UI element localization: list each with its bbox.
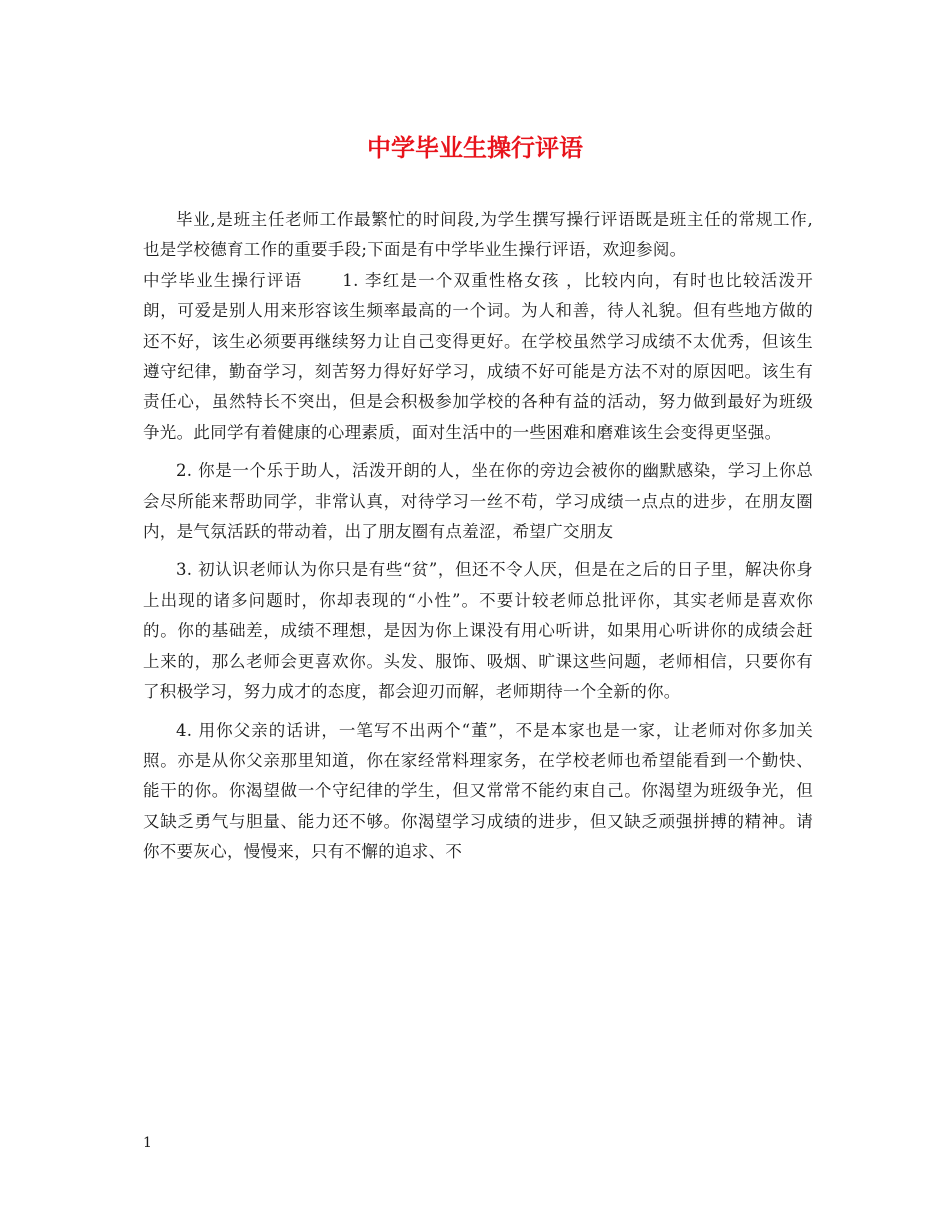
- comment-item-1: 1. 李红是一个双重性格女孩 ，比较内向，有时也比较活泼开朗，可爱是别人用来形容该生频率最高的一个词。为人和善，待人礼貌。但有些地方做的还不好，该生必须要再继续努力让自己变得更好。在学校虽然学习成绩不太优秀，但该生遵守纪律，勤奋学习，刻苦努力得好好学习，成绩不好可能是方法不对的原因吧。该生有责任心，虽然特长不突出，但是会积极参加学校的各种有益的活动，努力做到最好为班级争光。此同学有着健康的心理素质，面对生活中的一些困难和磨难该生会变得更坚强。: [143, 270, 813, 442]
- page-number: 1: [143, 1135, 152, 1151]
- section-label: 中学毕业生操行评语: [143, 270, 303, 290]
- comment-item-3: 3. 初认识老师认为你只是有些“贫”，但还不令人厌，但是在之后的日子里，解决你身上出现的诸多问题时，你却表现的“小性”。不要计较老师总批评你，其实老师是喜欢你的。你的基础差，成绩不理想，是因为你上课没有用心听讲，如果用心听讲你的成绩会赶上来的，那么老师会更喜欢你。头发、服饰、吸烟、旷课这些问题，老师相信，只要你有了积极学习，努力成才的态度，都会迎刃而解，老师期待一个全新的你。: [143, 560, 813, 702]
- comment-item-4: 4. 用你父亲的话讲，一笔写不出两个“董”，不是本家也是一家，让老师对你多加关照。亦是从你父亲那里知道，你在家经常料理家务，在学校老师也希望能看到一个勤快、能干的你。你渴望做一个守纪律的学生，但又常常不能约束自己。你渴望为班级争光，但又缺乏勇气与胆量、能力还不够。你渴望学习成绩的进步，但又缺乏顽强拼搏的精神。请你不要灰心，慢慢来，只有不懈的追求、不: [143, 720, 813, 862]
- document-body: [143, 205, 813, 868]
- document-title: 中学毕业生操行评语: [367, 133, 583, 162]
- comment-item-2: 2. 你是一个乐于助人，活泼开朗的人，坐在你的旁边会被你的幽默感染，学习上你总会尽所能来帮助同学，非常认真，对待学习一丝不苟，学习成绩一点点的进步，在朋友圈内，是气氛活跃的带动着，出了朋友圈有点羞涩，希望广交朋友: [143, 461, 813, 542]
- comment-item-1-paragraph: [143, 266, 813, 448]
- intro-paragraph: 毕业,是班主任老师工作最繁忙的时间段,为学生撰写操行评语既是班主任的常规工作,也是学校德育工作的重要手段;下面是有中学毕业生操行评语，欢迎参阅。: [143, 210, 813, 260]
